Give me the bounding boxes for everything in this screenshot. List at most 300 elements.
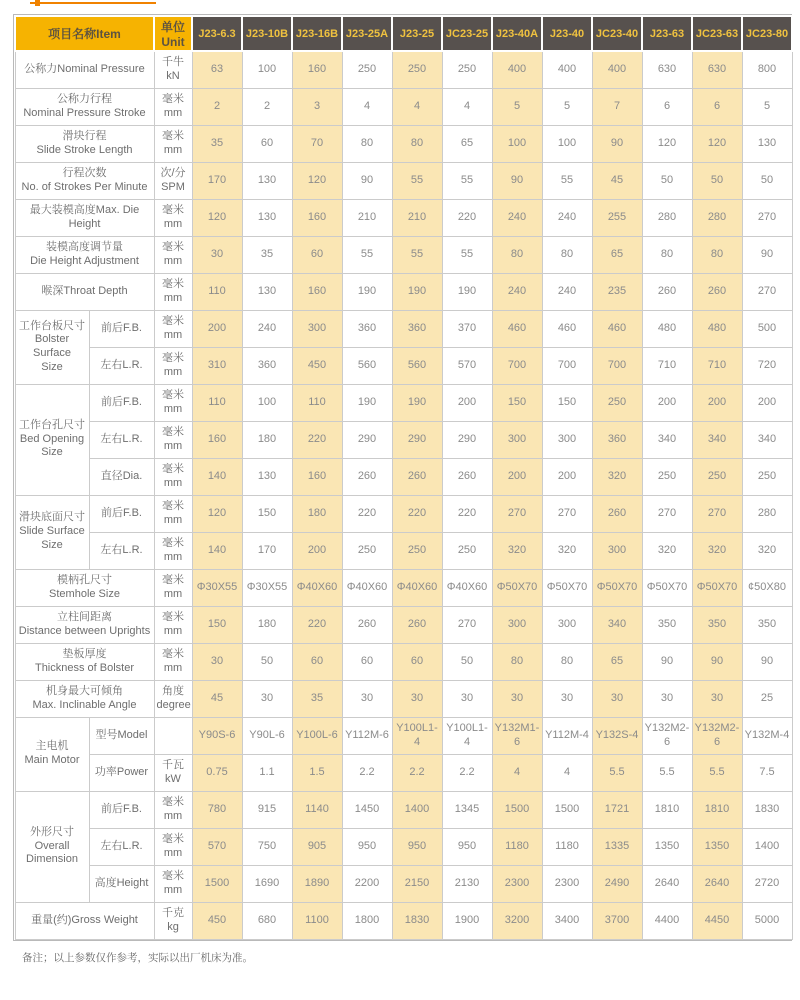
value-cell: 180	[242, 421, 292, 458]
value-cell: 1180	[492, 828, 542, 865]
value-cell: 100	[242, 384, 292, 421]
value-cell: 915	[242, 791, 292, 828]
value-cell: 260	[342, 458, 392, 495]
value-cell: 300	[492, 606, 542, 643]
value-cell: 240	[542, 199, 592, 236]
value-cell: 2640	[692, 865, 742, 902]
value-cell: 400	[592, 51, 642, 88]
value-cell: 2130	[442, 865, 492, 902]
value-cell: 260	[692, 273, 742, 310]
value-cell: 140	[192, 458, 242, 495]
value-cell: 4	[542, 754, 592, 791]
table-row	[15, 125, 792, 162]
value-cell: 250	[592, 384, 642, 421]
value-cell: 240	[242, 310, 292, 347]
value-cell: 5.5	[642, 754, 692, 791]
value-cell: 720	[742, 347, 792, 384]
value-cell: 130	[742, 125, 792, 162]
column-header-jc23-40: JC23-40	[592, 16, 642, 51]
value-cell: 700	[542, 347, 592, 384]
value-cell: 1721	[592, 791, 642, 828]
value-cell: 200	[492, 458, 542, 495]
value-cell: 80	[392, 125, 442, 162]
value-cell: ¢50X80	[742, 569, 792, 606]
unit-cell: 毫米mm	[154, 458, 192, 495]
value-cell: 5	[492, 88, 542, 125]
value-cell: 25	[742, 680, 792, 717]
value-cell: Y112M-6	[342, 717, 392, 754]
value-cell: Y100L1-4	[442, 717, 492, 754]
value-cell: 320	[592, 458, 642, 495]
value-cell: 50	[442, 643, 492, 680]
value-cell: 45	[592, 162, 642, 199]
value-cell: 1800	[342, 902, 392, 939]
value-cell: 235	[592, 273, 642, 310]
value-cell: 50	[692, 162, 742, 199]
sub-label: 高度Height	[89, 865, 154, 902]
value-cell: 1890	[292, 865, 342, 902]
value-cell: 2300	[542, 865, 592, 902]
value-cell: 560	[342, 347, 392, 384]
sub-label: 左右L.R.	[89, 828, 154, 865]
value-cell: 280	[692, 199, 742, 236]
value-cell: 700	[492, 347, 542, 384]
table-row	[15, 273, 792, 310]
value-cell: 190	[392, 273, 442, 310]
value-cell: 150	[492, 384, 542, 421]
value-cell: 250	[642, 458, 692, 495]
value-cell: 55	[442, 162, 492, 199]
row-label: 公称力Nominal Pressure	[15, 51, 154, 88]
value-cell: 100	[242, 51, 292, 88]
value-cell: Y90L-6	[242, 717, 292, 754]
table-row	[15, 347, 792, 384]
value-cell: 200	[542, 458, 592, 495]
value-cell: 1350	[642, 828, 692, 865]
value-cell: 710	[642, 347, 692, 384]
value-cell: 1.1	[242, 754, 292, 791]
value-cell: 1100	[292, 902, 342, 939]
value-cell: 80	[692, 236, 742, 273]
unit-cell: 毫米mm	[154, 606, 192, 643]
value-cell: 160	[292, 51, 342, 88]
value-cell: 250	[392, 51, 442, 88]
row-label: 公称力行程 Nominal Pressure Stroke	[15, 88, 154, 125]
unit-cell: 毫米mm	[154, 273, 192, 310]
value-cell: 150	[242, 495, 292, 532]
value-cell: Y90S-6	[192, 717, 242, 754]
value-cell: 340	[592, 606, 642, 643]
value-cell: 5000	[742, 902, 792, 939]
value-cell: 30	[492, 680, 542, 717]
value-cell: 240	[492, 199, 542, 236]
value-cell: 120	[292, 162, 342, 199]
value-cell: 50	[242, 643, 292, 680]
table-row	[15, 384, 792, 421]
column-header-j23-6.3: J23-6.3	[192, 16, 242, 51]
value-cell: 130	[242, 273, 292, 310]
value-cell: 1345	[442, 791, 492, 828]
value-cell: 90	[692, 643, 742, 680]
column-header-j23-40: J23-40	[542, 16, 592, 51]
unit-cell: 毫米mm	[154, 791, 192, 828]
column-header-j23-10b: J23-10B	[242, 16, 292, 51]
value-cell: 360	[592, 421, 642, 458]
value-cell: 80	[492, 643, 542, 680]
value-cell: 30	[392, 680, 442, 717]
value-cell: 905	[292, 828, 342, 865]
value-cell: 65	[592, 643, 642, 680]
value-cell: 360	[342, 310, 392, 347]
value-cell: 1400	[392, 791, 442, 828]
value-cell: 30	[592, 680, 642, 717]
unit-cell: 毫米mm	[154, 125, 192, 162]
value-cell: 250	[342, 532, 392, 569]
value-cell: 5.5	[692, 754, 742, 791]
table-row	[15, 717, 792, 754]
value-cell: 120	[692, 125, 742, 162]
unit-cell: 毫米mm	[154, 421, 192, 458]
value-cell: 1830	[742, 791, 792, 828]
value-cell: 2720	[742, 865, 792, 902]
value-cell: 950	[342, 828, 392, 865]
value-cell: 500	[742, 310, 792, 347]
value-cell: 170	[242, 532, 292, 569]
value-cell: 630	[692, 51, 742, 88]
value-cell: 320	[542, 532, 592, 569]
value-cell: 55	[442, 236, 492, 273]
value-cell: 30	[192, 643, 242, 680]
unit-cell: 毫米mm	[154, 643, 192, 680]
value-cell: 1335	[592, 828, 642, 865]
value-cell: 90	[492, 162, 542, 199]
value-cell: 260	[642, 273, 692, 310]
sub-label: 左右L.R.	[89, 532, 154, 569]
value-cell: 60	[292, 236, 342, 273]
value-cell: 480	[642, 310, 692, 347]
value-cell: 160	[292, 199, 342, 236]
value-cell: 130	[242, 199, 292, 236]
table-row	[15, 865, 792, 902]
value-cell: 130	[242, 162, 292, 199]
column-header-jc23-80: JC23-80	[742, 16, 792, 51]
value-cell: Φ50X70	[692, 569, 742, 606]
value-cell: 55	[342, 236, 392, 273]
column-header-j23-25a: J23-25A	[342, 16, 392, 51]
value-cell: 190	[392, 384, 442, 421]
sub-label: 左右L.R.	[89, 347, 154, 384]
value-cell: 60	[342, 643, 392, 680]
unit-cell: 毫米mm	[154, 310, 192, 347]
spec-table	[14, 15, 793, 940]
value-cell: 2150	[392, 865, 442, 902]
value-cell: 460	[492, 310, 542, 347]
unit-cell: 毫米mm	[154, 828, 192, 865]
group-label: 外形尺寸Overall Dimension	[15, 791, 89, 902]
table-row	[15, 495, 792, 532]
value-cell: Y132S-4	[592, 717, 642, 754]
value-cell: 320	[642, 532, 692, 569]
value-cell: 4	[492, 754, 542, 791]
sub-label: 功率Power	[89, 754, 154, 791]
value-cell: 280	[642, 199, 692, 236]
value-cell: 220	[442, 495, 492, 532]
value-cell: 1690	[242, 865, 292, 902]
value-cell: 1450	[342, 791, 392, 828]
table-row	[15, 532, 792, 569]
value-cell: 2490	[592, 865, 642, 902]
value-cell: 200	[292, 532, 342, 569]
value-cell: 80	[642, 236, 692, 273]
value-cell: Φ50X70	[542, 569, 592, 606]
column-header-jc23-25: JC23-25	[442, 16, 492, 51]
value-cell: 110	[192, 384, 242, 421]
value-cell: 250	[692, 458, 742, 495]
value-cell: 30	[442, 680, 492, 717]
value-cell: 250	[742, 458, 792, 495]
unit-cell	[154, 717, 192, 754]
value-cell: Y132M2-6	[642, 717, 692, 754]
value-cell: 350	[692, 606, 742, 643]
value-cell: 55	[392, 236, 442, 273]
group-label: 工作台孔尺寸 Bed Opening Size	[15, 384, 89, 495]
spec-table-header	[15, 16, 792, 51]
value-cell: 65	[592, 236, 642, 273]
unit-cell: 千瓦kW	[154, 754, 192, 791]
value-cell: Y100L-6	[292, 717, 342, 754]
spec-table-body	[15, 51, 792, 939]
table-row	[15, 162, 792, 199]
sub-label: 型号Model	[89, 717, 154, 754]
value-cell: 4450	[692, 902, 742, 939]
value-cell: 30	[192, 236, 242, 273]
value-cell: Φ40X60	[442, 569, 492, 606]
row-label: 垫板厚度 Thickness of Bolster	[15, 643, 154, 680]
table-row	[15, 754, 792, 791]
value-cell: Y132M-4	[742, 717, 792, 754]
row-label: 行程次数 No. of Strokes Per Minute	[15, 162, 154, 199]
row-label: 最大装模高度Max. Die Height	[15, 199, 154, 236]
value-cell: 270	[492, 495, 542, 532]
value-cell: 90	[642, 643, 692, 680]
table-row	[15, 51, 792, 88]
value-cell: 255	[592, 199, 642, 236]
value-cell: 3	[292, 88, 342, 125]
row-label: 喉深Throat Depth	[15, 273, 154, 310]
value-cell: 1830	[392, 902, 442, 939]
value-cell: 1350	[692, 828, 742, 865]
value-cell: 800	[742, 51, 792, 88]
value-cell: 5.5	[592, 754, 642, 791]
value-cell: 310	[192, 347, 242, 384]
table-row	[15, 902, 792, 939]
value-cell: 60	[392, 643, 442, 680]
value-cell: 630	[642, 51, 692, 88]
value-cell: 80	[542, 236, 592, 273]
value-cell: 560	[392, 347, 442, 384]
value-cell: 120	[192, 199, 242, 236]
sub-label: 前后F.B.	[89, 791, 154, 828]
row-label: 滑块行程 Slide Stroke Length	[15, 125, 154, 162]
value-cell: 200	[692, 384, 742, 421]
value-cell: 2.2	[342, 754, 392, 791]
value-cell: 30	[242, 680, 292, 717]
value-cell: 270	[742, 199, 792, 236]
value-cell: 60	[242, 125, 292, 162]
value-cell: 190	[342, 384, 392, 421]
value-cell: 320	[492, 532, 542, 569]
value-cell: 1500	[192, 865, 242, 902]
value-cell: 5	[542, 88, 592, 125]
value-cell: 80	[492, 236, 542, 273]
unit-cell: 毫米mm	[154, 347, 192, 384]
value-cell: 55	[542, 162, 592, 199]
value-cell: 80	[542, 643, 592, 680]
value-cell: 300	[592, 532, 642, 569]
value-cell: 300	[542, 421, 592, 458]
unit-cell: 毫米mm	[154, 532, 192, 569]
value-cell: 300	[292, 310, 342, 347]
unit-cell: 毫米mm	[154, 495, 192, 532]
value-cell: 220	[342, 495, 392, 532]
sub-label: 左右L.R.	[89, 421, 154, 458]
value-cell: 170	[192, 162, 242, 199]
column-header-jc23-63: JC23-63	[692, 16, 742, 51]
table-row	[15, 199, 792, 236]
value-cell: 260	[342, 606, 392, 643]
value-cell: 1900	[442, 902, 492, 939]
value-cell: 1810	[642, 791, 692, 828]
footer-note: 备注；以上参数仅作参考，实际以出厂机床为准。	[22, 951, 253, 964]
value-cell: 250	[442, 51, 492, 88]
group-label: 主电机 Main Motor	[15, 717, 89, 791]
value-cell: 2200	[342, 865, 392, 902]
value-cell: 200	[192, 310, 242, 347]
table-row	[15, 458, 792, 495]
row-label: 模柄孔尺寸 Stemhole Size	[15, 569, 154, 606]
value-cell: Φ50X70	[492, 569, 542, 606]
value-cell: 710	[692, 347, 742, 384]
value-cell: 60	[292, 643, 342, 680]
table-row	[15, 569, 792, 606]
table-row	[15, 236, 792, 273]
value-cell: Φ40X60	[342, 569, 392, 606]
column-header-j23-25: J23-25	[392, 16, 442, 51]
sub-label: 前后F.B.	[89, 384, 154, 421]
value-cell: 45	[192, 680, 242, 717]
table-row	[15, 421, 792, 458]
value-cell: 3200	[492, 902, 542, 939]
value-cell: 270	[742, 273, 792, 310]
column-header-unit: 单位 Unit	[154, 16, 192, 51]
value-cell: 210	[342, 199, 392, 236]
row-label: 机身最大可倾角 Max. Inclinable Angle	[15, 680, 154, 717]
table-row	[15, 310, 792, 347]
value-cell: 30	[642, 680, 692, 717]
value-cell: 90	[342, 162, 392, 199]
value-cell: 5	[742, 88, 792, 125]
value-cell: 300	[492, 421, 542, 458]
value-cell: 480	[692, 310, 742, 347]
value-cell: 250	[342, 51, 392, 88]
value-cell: 220	[292, 421, 342, 458]
value-cell: 320	[692, 532, 742, 569]
value-cell: 220	[292, 606, 342, 643]
value-cell: 1140	[292, 791, 342, 828]
value-cell: 3400	[542, 902, 592, 939]
value-cell: 260	[392, 458, 442, 495]
value-cell: 250	[442, 532, 492, 569]
value-cell: 370	[442, 310, 492, 347]
value-cell: 2640	[642, 865, 692, 902]
unit-cell: 角度 degree	[154, 680, 192, 717]
value-cell: 180	[242, 606, 292, 643]
row-label: 装模高度调节量 Die Height Adjustment	[15, 236, 154, 273]
value-cell: 450	[292, 347, 342, 384]
unit-cell: 千牛kN	[154, 51, 192, 88]
value-cell: 6	[692, 88, 742, 125]
value-cell: 220	[392, 495, 442, 532]
value-cell: 55	[392, 162, 442, 199]
value-cell: 130	[242, 458, 292, 495]
value-cell: 50	[742, 162, 792, 199]
value-cell: 210	[392, 199, 442, 236]
value-cell: 90	[592, 125, 642, 162]
value-cell: 360	[392, 310, 442, 347]
unit-cell: 毫米mm	[154, 199, 192, 236]
value-cell: Φ50X70	[592, 569, 642, 606]
value-cell: 190	[442, 273, 492, 310]
value-cell: 570	[192, 828, 242, 865]
value-cell: 4	[392, 88, 442, 125]
value-cell: 35	[192, 125, 242, 162]
spec-table-wrap	[13, 14, 792, 941]
value-cell: 260	[442, 458, 492, 495]
value-cell: 110	[292, 384, 342, 421]
value-cell: 350	[642, 606, 692, 643]
unit-cell: 千克kg	[154, 902, 192, 939]
unit-cell: 毫米mm	[154, 865, 192, 902]
value-cell: 70	[292, 125, 342, 162]
value-cell: 7.5	[742, 754, 792, 791]
value-cell: 340	[692, 421, 742, 458]
value-cell: 680	[242, 902, 292, 939]
value-cell: 270	[642, 495, 692, 532]
value-cell: 260	[392, 606, 442, 643]
value-cell: 160	[292, 458, 342, 495]
column-header-item: 项目名称Item	[15, 16, 154, 51]
value-cell: 160	[192, 421, 242, 458]
value-cell: 2.2	[442, 754, 492, 791]
value-cell: 120	[642, 125, 692, 162]
value-cell: 1180	[542, 828, 592, 865]
cropped-title-fragment	[0, 0, 200, 6]
value-cell: 30	[692, 680, 742, 717]
row-label: 重量(约)Gross Weight	[15, 902, 154, 939]
value-cell: 140	[192, 532, 242, 569]
value-cell: Φ50X70	[642, 569, 692, 606]
value-cell: 270	[442, 606, 492, 643]
value-cell: 340	[742, 421, 792, 458]
value-cell: 290	[342, 421, 392, 458]
value-cell: 160	[292, 273, 342, 310]
value-cell: 570	[442, 347, 492, 384]
value-cell: 6	[642, 88, 692, 125]
value-cell: 250	[392, 532, 442, 569]
value-cell: 3700	[592, 902, 642, 939]
title-fragment-line	[30, 2, 156, 4]
value-cell: 780	[192, 791, 242, 828]
